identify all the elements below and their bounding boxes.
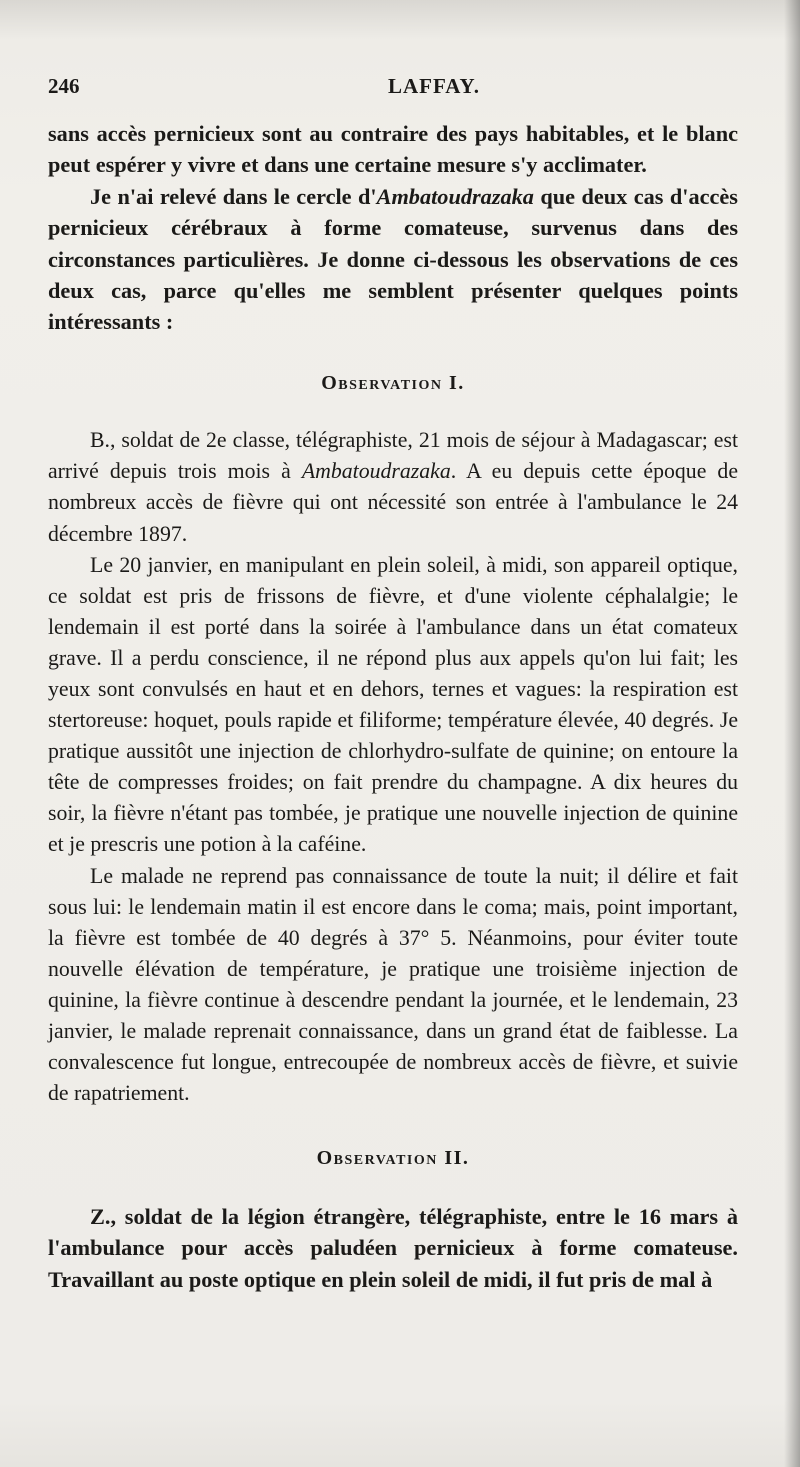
observation-1-paragraph-3: Le malade ne reprend pas connaissance de toute la nuit; il délire et fait sous lui: le lendemain matin il est encore dans le coma; mais, point important, la fièvre est tombée de 40 degrés à 37° 5. Néanmoins, pour éviter toute nouvelle élévation de température, je pratique une troisième injection de quinine, la fièvre continue à descendre pendant la journée, et le lendemain, 23 janvier, le malade reprenait connaissance, dans un grand état de faiblesse. La convalescence fut longue, entrecoupée de nombreux accès de fièvre, et suivie de rapatriement.: [48, 863, 738, 1106]
intro-text-start: Je n'ai relevé dans le cercle d': [90, 183, 377, 209]
observation-1-paragraph-1: [48, 425, 738, 549]
intro-paragraph-continued: sans accès pernicieux sont au contraire des pays habitables, et le blanc peut espérer y vivre et dans une certaine mesure s'y acclimater.: [48, 121, 738, 178]
page-body: [48, 118, 738, 1295]
intro-text-end: que deux cas d'accès pernicieux cérébraux à forme comateuse, survenus dans des circonstances particulières. Je donne ci-dessous les observations de ces deux cas, parce qu'elles me semblent présenter quelques points intéressants :: [48, 183, 738, 335]
observation-2-body: [48, 1201, 738, 1295]
observation-2-heading: Observation II.: [316, 1147, 470, 1170]
observation-1-heading: Observation I.: [321, 371, 465, 394]
obs1-text-end: . A eu depuis cette époque de nombreux accès de fièvre qui ont nécessité son entrée à l'ambulance le 24 décembre 1897.: [48, 459, 738, 546]
page-number: 246: [48, 74, 80, 98]
observation-2-paragraph-1: Z., soldat de la légion étrangère, télégraphiste, entre le 16 mars à l'ambulance pour accès paludéen pernicieux à forme comateuse. Travaillant au poste optique en plein soleil de midi, il fut pris de mal à: [48, 1203, 738, 1292]
obs1-text-start: B., soldat de 2e classe, télégraphiste, 21 mois de séjour à Madagascar; est arrivé depuis trois mois à: [48, 428, 738, 484]
observation-1-body: [48, 425, 738, 1109]
place-name: Ambatoudrazaka: [376, 183, 534, 209]
page-header: [48, 72, 738, 104]
intro-paragraph: [48, 181, 738, 338]
obs1-place-name: Ambatoudrazaka: [301, 459, 451, 484]
running-title: LAFFAY.: [388, 74, 480, 98]
page-edge-shadow: [784, 0, 800, 1467]
observation-1-paragraph-2: Le 20 janvier, en manipulant en plein soleil, à midi, son appareil optique, ce soldat est pris de frissons de fièvre, et d'une violente céphalalgie; le lendemain il est porté dans la soirée à l'ambulance dans un état comateux grave. Il a perdu conscience, il ne répond plus aux appels qu'on lui fait; les yeux sont convulsés en haut et en dehors, ternes et vagues: la respiration est stertoreuse: hoquet, pouls rapide et filiforme; température élevée, 40 degrés. Je pratique aussitôt une injection de chlorhydro-sulfate de quinine; on entoure la tête de compresses froides; on fait prendre du champagne. A dix heures du soir, la fièvre n'étant pas tombée, je pratique une nouvelle injection de quinine et je prescris une potion à la caféine.: [48, 552, 738, 857]
